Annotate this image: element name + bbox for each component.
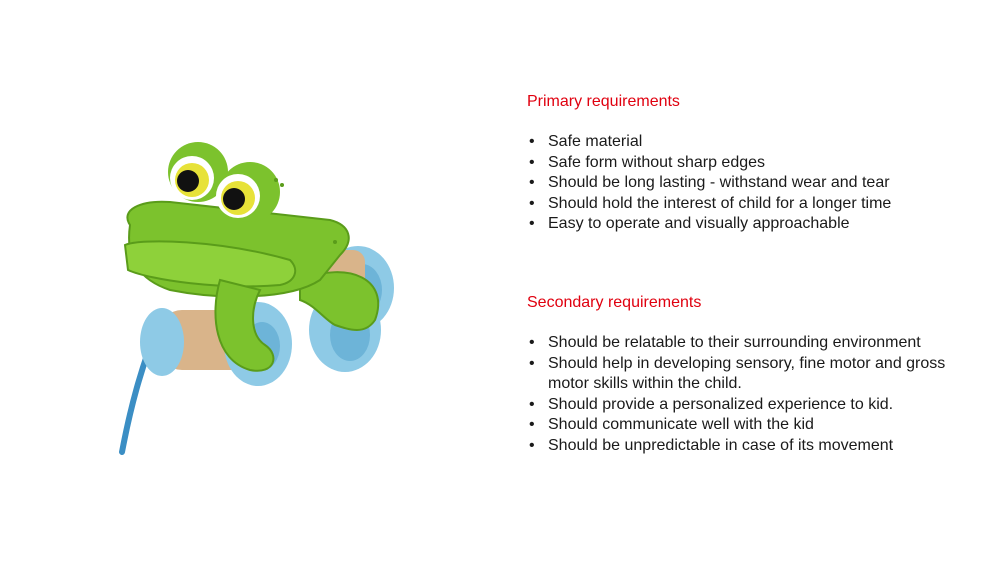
- list-item: • Should be unpredictable in case of its movement: [527, 436, 987, 457]
- primary-requirements-list: [527, 132, 987, 235]
- secondary-requirements-heading: Secondary requirements: [527, 294, 702, 311]
- secondary-requirements-section: [527, 293, 987, 456]
- frog-toy-image: [100, 130, 430, 460]
- wheel-front-left: [140, 308, 184, 376]
- primary-requirements-heading: Primary requirements: [527, 93, 680, 110]
- list-item: • Should help in developing sensory, fine motor and gross motor skills within the child.: [527, 354, 987, 395]
- list-item: • Easy to operate and visually approachable: [527, 214, 987, 235]
- list-item: • Should hold the interest of child for a longer time: [527, 194, 987, 215]
- list-item: • Should be long lasting - withstand wear and tear: [527, 173, 987, 194]
- eye-right-pupil: [223, 188, 245, 210]
- eye-left-pupil: [177, 170, 199, 192]
- list-item: • Safe form without sharp edges: [527, 153, 987, 174]
- list-item: • Should provide a personalized experience to kid.: [527, 395, 987, 416]
- list-item: • Should communicate well with the kid: [527, 415, 987, 436]
- secondary-requirements-list: [527, 333, 987, 456]
- list-item: • Should be relatable to their surrounding environment: [527, 333, 987, 354]
- primary-requirements-section: [527, 92, 987, 235]
- list-item: • Safe material: [527, 132, 987, 153]
